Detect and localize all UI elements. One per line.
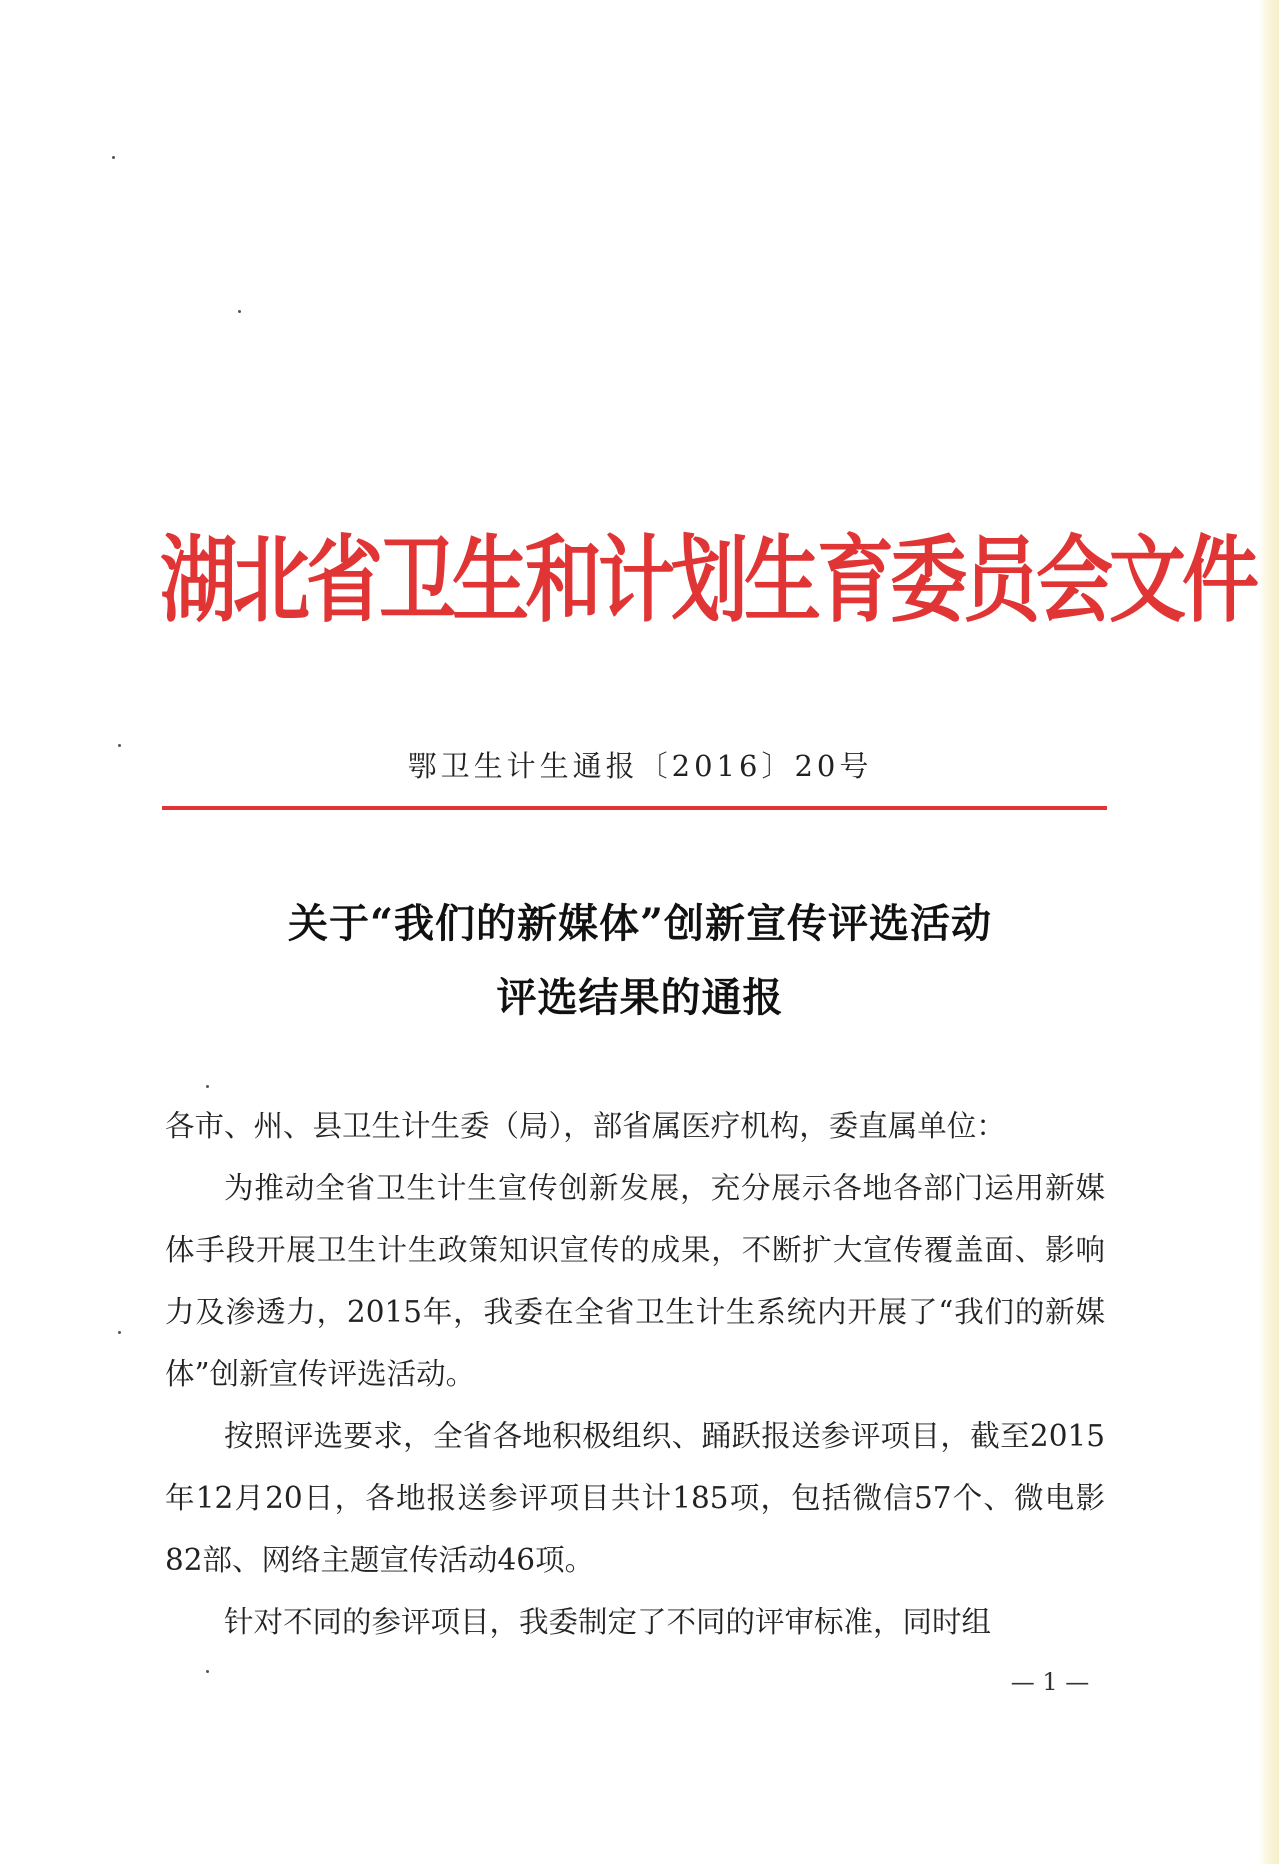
issuer-title: 湖北省卫生和计划生育委员会文件 <box>160 525 1255 636</box>
paper-edge-shadow <box>1259 0 1279 1864</box>
document-number: 鄂卫生计生通报〔2016〕20号 <box>407 749 873 783</box>
salutation <box>165 1095 1105 1157</box>
scan-speck <box>118 1331 121 1334</box>
scan-speck <box>206 1670 209 1673</box>
scan-speck <box>118 744 121 747</box>
paragraph-1 <box>165 1157 1105 1405</box>
scan-speck <box>238 310 241 313</box>
scan-speck <box>206 1085 209 1088</box>
document-title-line2: 评选结果的通报 <box>496 974 784 1021</box>
document-title-line1: 关于“我们的新媒体”创新宣传评选活动 <box>287 900 992 947</box>
paragraph-3 <box>165 1591 1105 1653</box>
page-number: — 1 — <box>1010 1668 1090 1696</box>
salutation-text: 各市、州、县卫生计生委（局），部省属医疗机构，委直属单位： <box>165 1109 1006 1143</box>
red-separator-line <box>162 806 1107 810</box>
paragraph-text: 为推动全省卫生计生宣传创新发展，充分展示各地各部门运用新媒体手段开展卫生计生政策知识宣传的成果，不断扩大宣传覆盖面、影响力及渗透力，2015年，我委在全省卫生计生系统内开展了“我们的新媒体”创新宣传评选活动。 <box>165 1171 1105 1391</box>
scan-speck <box>112 156 115 159</box>
paragraph-text: 按照评选要求，全省各地积极组织、踊跃报送参评项目，截至2015年12月20日，各地报送参评项目共计185项，包括微信57个、微电影82部、网络主题宣传活动46项。 <box>165 1419 1105 1577</box>
paragraph-text: 针对不同的参评项目，我委制定了不同的评审标准，同时组 <box>224 1605 992 1639</box>
paragraph-2 <box>165 1405 1105 1591</box>
